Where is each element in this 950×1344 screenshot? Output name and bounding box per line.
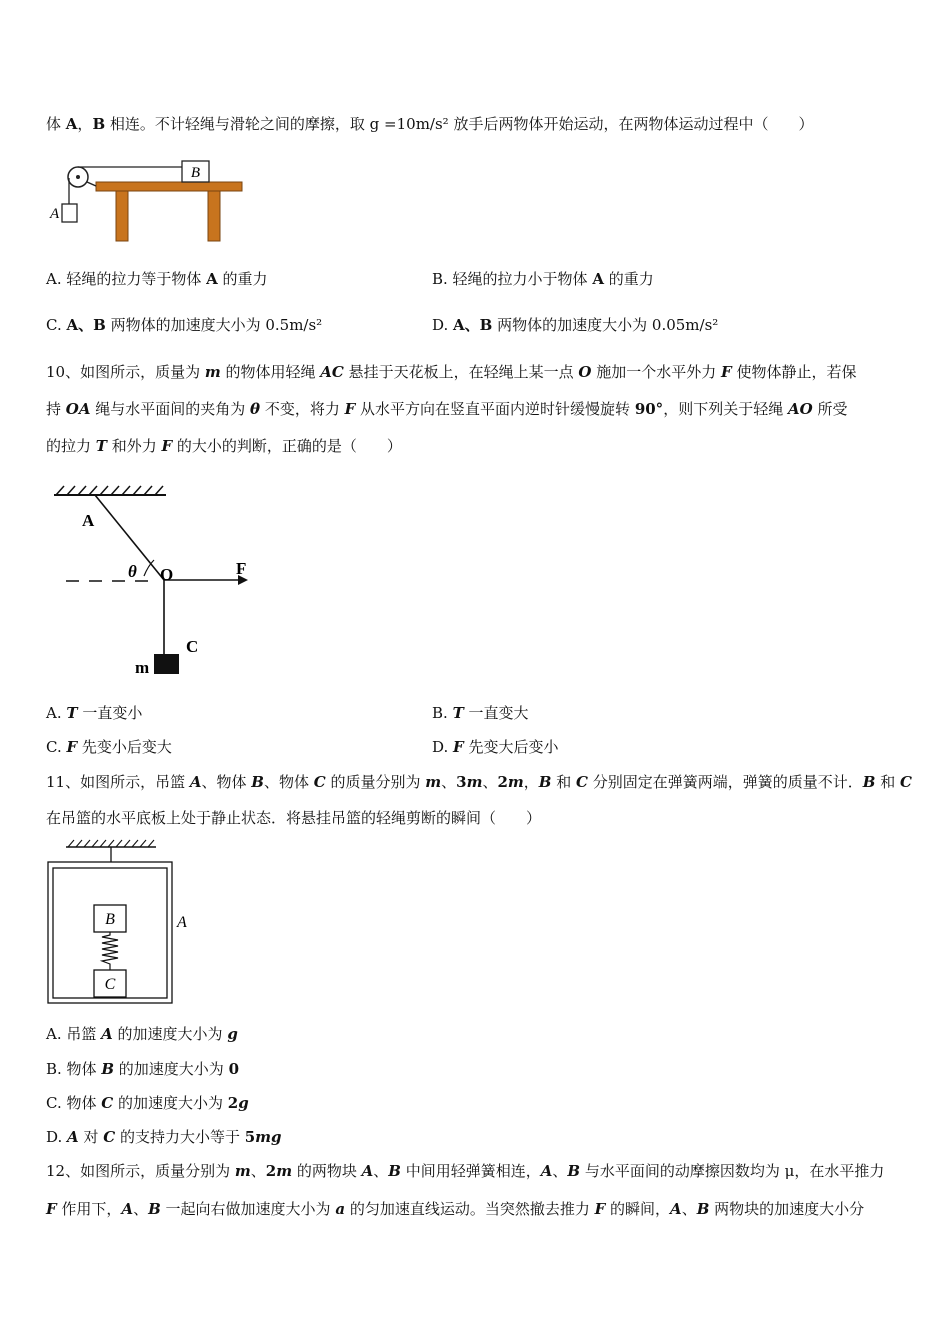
- text-segment: 、: [250, 1162, 266, 1180]
- text-segment: m: [466, 773, 483, 791]
- text-segment: g: [238, 1094, 249, 1112]
- text-segment: C: [101, 1094, 114, 1112]
- q10-stem-line-3: [46, 435, 402, 457]
- table-top: [96, 182, 242, 191]
- text-segment: m: [507, 773, 524, 791]
- basket-a-label: A: [177, 914, 187, 931]
- text-segment: B: [862, 773, 876, 791]
- text-segment: 持: [46, 400, 66, 418]
- text-segment: 和: [551, 773, 577, 791]
- text-segment: A: [592, 270, 604, 288]
- block-c-label: C: [104, 976, 116, 993]
- text-segment: 一起向右做加速度大小为: [160, 1200, 336, 1218]
- text-segment: C.: [46, 316, 67, 334]
- text-segment: 的重力: [217, 270, 268, 288]
- text-segment: B: [251, 773, 264, 791]
- text-segment: B: [92, 115, 106, 133]
- text-segment: D.: [432, 738, 454, 756]
- text-segment: ，: [77, 115, 93, 133]
- text-segment: C. 物体: [46, 1094, 102, 1112]
- text-segment: 先变小后变大: [77, 738, 172, 756]
- text-segment: 2: [227, 1094, 239, 1112]
- q11-option-d[interactable]: [46, 1126, 282, 1148]
- text-segment: 的两物块: [292, 1162, 362, 1180]
- text-segment: 从水平方向在竖直平面内逆时针缓慢旋转: [355, 400, 635, 418]
- table-leg-left: [116, 191, 128, 241]
- text-segment: OA: [65, 400, 91, 418]
- q10-stem-line-1: [46, 361, 856, 383]
- text-segment: 、: [441, 773, 457, 791]
- text-segment: B: [696, 1200, 710, 1218]
- text-segment: 不变，将力: [260, 400, 345, 418]
- text-segment: A: [121, 1200, 134, 1218]
- text-segment: 、: [373, 1162, 389, 1180]
- text-segment: 的匀加速直线运动。当突然撤去推力: [345, 1200, 595, 1218]
- text-segment: A: [189, 773, 202, 791]
- text-segment: F: [46, 1200, 57, 1218]
- text-segment: C: [313, 773, 326, 791]
- text-segment: B.: [432, 704, 453, 722]
- text-segment: F: [721, 363, 732, 381]
- q12-stem-line-1: [46, 1160, 884, 1182]
- text-segment: 的瞬间，: [605, 1200, 671, 1218]
- q11-option-c[interactable]: [46, 1092, 249, 1114]
- text-segment: 对: [78, 1128, 104, 1146]
- text-segment: 与水平面间的动摩擦因数均为 μ，在水平推力: [580, 1162, 885, 1180]
- q10-option-a[interactable]: [46, 702, 142, 724]
- q9-option-a[interactable]: [46, 268, 268, 290]
- text-segment: A. 吊篮: [46, 1025, 102, 1043]
- text-segment: T: [66, 704, 78, 722]
- text-segment: B: [101, 1060, 115, 1078]
- q9-option-d[interactable]: [432, 314, 718, 336]
- text-segment: 的加速度大小为: [112, 1025, 228, 1043]
- text-segment: 两物块的加速度大小分: [709, 1200, 865, 1218]
- block-b-label: B: [105, 911, 115, 928]
- text-segment: 2: [497, 773, 508, 791]
- text-segment: A: [65, 115, 78, 133]
- text-segment: m: [425, 773, 442, 791]
- force-f-label: F: [236, 559, 247, 578]
- ceiling-hatch-icon: [68, 840, 154, 847]
- text-segment: A: [670, 1200, 682, 1218]
- text-segment: B: [148, 1200, 161, 1218]
- text-segment: 绳与水平面间的夹角为: [90, 400, 251, 418]
- text-segment: 分别固定在弹簧两端，弹簧的质量不计．: [587, 773, 863, 791]
- q10-option-d[interactable]: [432, 736, 558, 758]
- text-segment: m: [276, 1162, 293, 1180]
- text-segment: 的物体用轻绳: [220, 363, 321, 381]
- text-segment: C.: [46, 738, 67, 756]
- text-segment: D.: [432, 316, 454, 334]
- q10-force-figure: [50, 484, 270, 684]
- text-segment: 的重力: [603, 270, 654, 288]
- text-segment: A: [67, 1128, 79, 1146]
- text-segment: 悬挂于天花板上，在轻绳上某一点: [343, 363, 579, 381]
- text-segment: g =10m/s²: [369, 115, 449, 133]
- ceiling-hatch-icon: [56, 486, 163, 495]
- text-segment: A.: [46, 704, 67, 722]
- block-a-label: A: [50, 206, 60, 222]
- text-segment: 两物体的加速度大小为 0.05m/s²: [492, 316, 719, 334]
- text-segment: AO: [787, 400, 813, 418]
- block-a: [62, 204, 77, 222]
- spring-icon: [102, 932, 118, 970]
- text-segment: O: [578, 363, 592, 381]
- text-segment: 一直变小: [77, 704, 143, 722]
- point-c-label: C: [186, 637, 199, 656]
- q11-option-b[interactable]: [46, 1058, 239, 1080]
- mass-block: [154, 654, 179, 674]
- text-segment: 中间用轻弹簧相连，: [400, 1162, 541, 1180]
- text-segment: A、B: [66, 316, 106, 334]
- text-segment: 使物体静止，若保: [731, 363, 857, 381]
- q10-stem-line-2: [46, 398, 847, 420]
- text-segment: B: [388, 1162, 401, 1180]
- text-segment: B: [567, 1162, 581, 1180]
- block-b-label: B: [190, 165, 201, 181]
- text-segment: 、: [552, 1162, 568, 1180]
- q9-option-b[interactable]: [432, 268, 654, 290]
- text-segment: 一直变大: [463, 704, 529, 722]
- text-segment: a: [335, 1200, 346, 1218]
- q10-option-c[interactable]: [46, 736, 172, 758]
- text-segment: C: [900, 773, 912, 791]
- text-segment: 在吊篮的水平底板上处于静止状态．将悬挂吊篮的轻绳剪断的瞬间（ ）: [46, 809, 542, 827]
- text-segment: 10、如图所示，质量为: [46, 363, 205, 381]
- text-segment: 施加一个水平外力: [591, 363, 722, 381]
- text-segment: m: [204, 363, 221, 381]
- text-segment: A、B: [453, 316, 493, 334]
- text-segment: T: [95, 437, 107, 455]
- text-segment: 11、如图所示，吊篮: [46, 773, 190, 791]
- text-segment: m: [234, 1162, 251, 1180]
- point-a-label: A: [82, 511, 95, 530]
- text-segment: 90°: [634, 400, 664, 418]
- theta-label: θ: [128, 562, 137, 581]
- text-segment: 、: [133, 1200, 149, 1218]
- text-segment: 作用下，: [56, 1200, 122, 1218]
- text-segment: F: [453, 738, 464, 756]
- text-segment: 0: [228, 1060, 239, 1078]
- text-segment: 的拉力: [46, 437, 96, 455]
- q11-stem-line-2: [46, 807, 541, 829]
- text-segment: 和外力: [106, 437, 162, 455]
- text-segment: 5: [244, 1128, 256, 1146]
- q10-option-b[interactable]: [432, 702, 529, 724]
- text-segment: 的支持力大小等于: [115, 1128, 245, 1146]
- text-segment: A: [101, 1025, 113, 1043]
- text-segment: D.: [46, 1128, 68, 1146]
- text-segment: A: [361, 1162, 374, 1180]
- text-segment: 相连。不计轻绳与滑轮之间的摩擦，取: [105, 115, 370, 133]
- q11-stem-line-1: [46, 771, 912, 793]
- text-segment: mg: [255, 1128, 282, 1146]
- text-segment: F: [66, 738, 78, 756]
- q9-stem-line: [46, 113, 813, 135]
- text-segment: B: [538, 773, 552, 791]
- q9-pulley-figure: [48, 156, 248, 244]
- text-segment: 12、如图所示，质量分别为: [46, 1162, 235, 1180]
- text-segment: 先变大后变小: [463, 738, 559, 756]
- text-segment: 的质量分别为: [325, 773, 426, 791]
- text-segment: 、: [681, 1200, 697, 1218]
- text-segment: 的加速度大小为: [114, 1060, 229, 1078]
- text-segment: ，则下列关于轻绳: [663, 400, 788, 418]
- text-segment: 2: [265, 1162, 277, 1180]
- text-segment: C: [103, 1128, 116, 1146]
- point-o-label: O: [160, 565, 174, 584]
- text-segment: 、: [482, 773, 498, 791]
- text-segment: 的大小的判断，正确的是（ ）: [172, 437, 402, 455]
- text-segment: AC: [320, 363, 344, 381]
- q12-stem-line-2: [46, 1198, 864, 1220]
- q11-basket-figure: [44, 838, 204, 1008]
- table-leg-right: [208, 191, 220, 241]
- text-segment: 体: [46, 115, 66, 133]
- text-segment: 的加速度大小为: [113, 1094, 228, 1112]
- text-segment: B. 物体: [46, 1060, 102, 1078]
- text-segment: F: [594, 1200, 606, 1218]
- q9-option-c[interactable]: [46, 314, 322, 336]
- text-segment: 和: [875, 773, 900, 791]
- text-segment: A: [206, 270, 218, 288]
- text-segment: 两物体的加速度大小为 0.5m/s²: [105, 316, 323, 334]
- text-segment: 放手后两物体开始运动，在两物体运动过程中（ ）: [448, 115, 814, 133]
- text-segment: T: [452, 704, 464, 722]
- text-segment: F: [161, 437, 173, 455]
- text-segment: B. 轻绳的拉力小于物体: [432, 270, 593, 288]
- text-segment: 所受: [812, 400, 848, 418]
- mass-m-label: m: [135, 658, 150, 677]
- q11-option-a[interactable]: [46, 1023, 238, 1045]
- text-segment: 3: [456, 773, 467, 791]
- text-segment: C: [576, 773, 588, 791]
- text-segment: g: [227, 1025, 238, 1043]
- text-segment: A. 轻绳的拉力等于物体: [46, 270, 207, 288]
- text-segment: 、物体: [263, 773, 314, 791]
- text-segment: A: [540, 1162, 553, 1180]
- text-segment: ，: [523, 773, 539, 791]
- text-segment: θ: [250, 400, 261, 418]
- text-segment: 、物体: [201, 773, 252, 791]
- text-segment: F: [344, 400, 356, 418]
